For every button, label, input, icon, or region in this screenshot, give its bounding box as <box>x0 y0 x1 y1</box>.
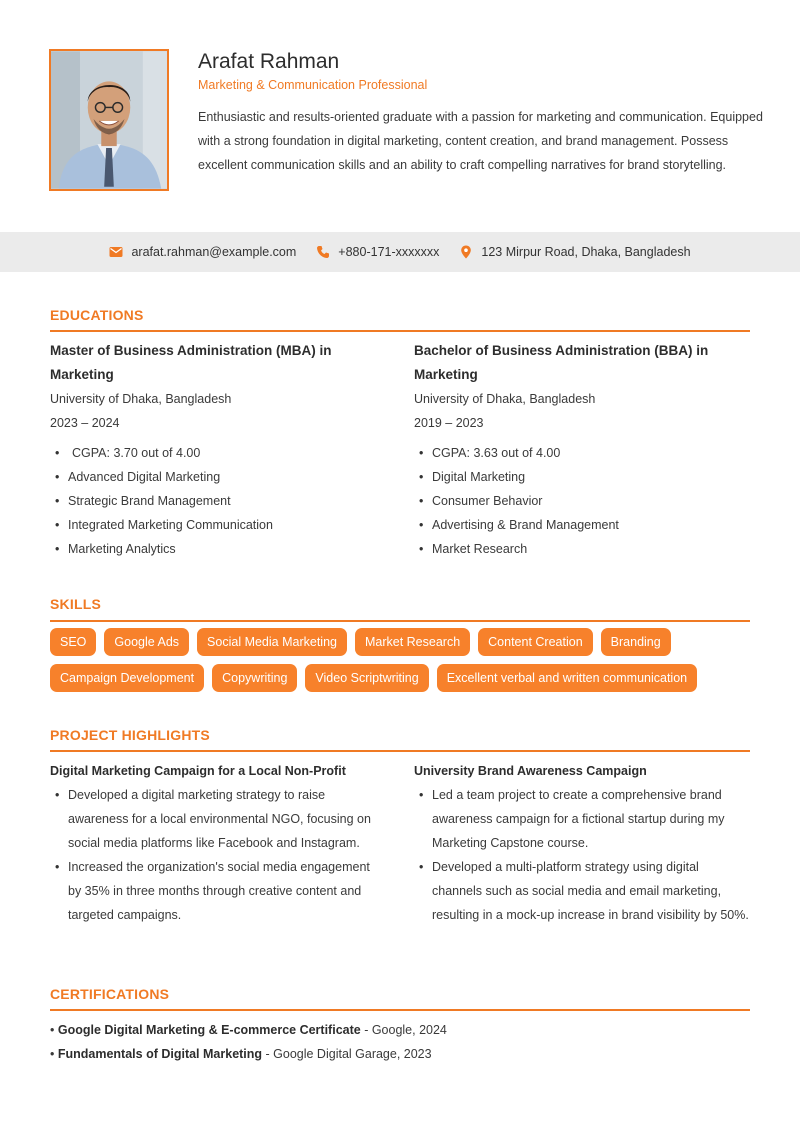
certifications-divider <box>50 1009 750 1011</box>
project-entry <box>50 759 386 927</box>
list-item: • Marketing Analytics <box>50 537 386 561</box>
skills-divider <box>50 620 750 622</box>
school-name: University of Dhaka, Bangladesh <box>50 392 232 406</box>
contact-address <box>459 245 690 259</box>
project-title: University Brand Awareness Campaign <box>414 764 647 778</box>
skill-tag: Video Scriptwriting <box>305 664 428 692</box>
skill-tag: Social Media Marketing <box>197 628 347 656</box>
resume-header <box>0 0 800 232</box>
skill-tag: Market Research <box>355 628 470 656</box>
certification-name: Google Digital Marketing & E-commerce Certificate <box>57 1023 361 1037</box>
candidate-name: Arafat Rahman <box>198 50 340 73</box>
list-item: • Advanced Digital Marketing <box>50 465 386 489</box>
educations-heading: EDUCATIONS <box>50 307 144 323</box>
education-years: 2023 – 2024 <box>50 416 120 430</box>
skill-tag: Branding <box>601 628 671 656</box>
certification-item: • Fundamentals of Digital Marketing - Google Digital Garage, 2023 <box>50 1047 432 1061</box>
school-name: University of Dhaka, Bangladesh <box>414 392 596 406</box>
list-item: • Digital Marketing <box>414 465 750 489</box>
certification-name: Fundamentals of Digital Marketing <box>57 1047 263 1061</box>
list-item: • Consumer Behavior <box>414 489 750 513</box>
degree-title: Bachelor of Business Administration (BBA) in Marketing <box>414 343 709 382</box>
mail-icon <box>109 245 123 259</box>
list-item: • Developed a multi-platform strategy using digital channels such as social media and email marketing, resulting in a mock-up increase in brand visibility by 50%. <box>414 855 750 927</box>
address-text: 123 Mirpur Road, Dhaka, Bangladesh <box>481 245 691 259</box>
education-entry-mba <box>50 339 386 561</box>
skill-tag: Campaign Development <box>50 664 204 692</box>
project-entry <box>414 759 750 927</box>
skills-list <box>50 628 750 692</box>
certifications-heading: CERTIFICATIONS <box>50 986 170 1002</box>
list-item: • Led a team project to create a comprehensive brand awareness campaign for a fictional startup during my Marketing Capstone course. <box>414 783 750 855</box>
project-points <box>414 783 750 927</box>
education-points <box>414 441 750 561</box>
phone-icon <box>316 245 330 259</box>
certification-item: • Google Digital Marketing & E-commerce Certificate - Google, 2024 <box>50 1023 447 1037</box>
education-entry-bba <box>414 339 750 561</box>
project-title: Digital Marketing Campaign for a Local Non-Profit <box>50 764 346 778</box>
phone-text: +880-171-xxxxxxx <box>338 245 440 259</box>
profile-summary: Enthusiastic and results-oriented graduate with a passion for marketing and communication. Equipped with a strong foundation in digital marketing, content creation, and brand management. Possess excellent communication skills and an ability to craft compelling narratives for brand storytelling. <box>198 110 763 172</box>
list-item: • Increased the organization's social media engagement by 35% in three months through creative content and targeted campaigns. <box>50 855 386 927</box>
contact-bar <box>0 232 800 272</box>
list-item: • Integrated Marketing Communication <box>50 513 386 537</box>
candidate-title: Marketing & Communication Professional <box>198 78 428 92</box>
list-item: • CGPA: 3.63 out of 4.00 <box>414 441 750 465</box>
skill-tag: Google Ads <box>104 628 189 656</box>
skill-tag: Copywriting <box>212 664 297 692</box>
email-text: arafat.rahman@example.com <box>131 245 297 259</box>
list-item: • Developed a digital marketing strategy to raise awareness for a local environmental NGO, focusing on social media platforms like Facebook and Instagram. <box>50 783 386 855</box>
degree-title: Master of Business Administration (MBA) in Marketing <box>50 343 332 382</box>
location-pin-icon <box>459 245 473 259</box>
skill-tag: Excellent verbal and written communication <box>437 664 697 692</box>
certification-detail: - Google, 2024 <box>360 1023 447 1037</box>
education-years: 2019 – 2023 <box>414 416 484 430</box>
projects-heading: PROJECT HIGHLIGHTS <box>50 727 210 743</box>
project-points <box>50 783 386 927</box>
list-item: • Strategic Brand Management <box>50 489 386 513</box>
list-item: • CGPA: 3.70 out of 4.00 <box>50 441 386 465</box>
profile-photo <box>49 49 169 191</box>
contact-phone[interactable] <box>316 245 439 259</box>
projects-divider <box>50 750 750 752</box>
skills-heading: SKILLS <box>50 596 101 612</box>
skill-tag: SEO <box>50 628 96 656</box>
certification-detail: - Google Digital Garage, 2023 <box>262 1047 432 1061</box>
list-item: • Market Research <box>414 537 750 561</box>
education-points <box>50 441 386 561</box>
contact-email[interactable] <box>109 245 296 259</box>
skill-tag: Content Creation <box>478 628 593 656</box>
educations-divider <box>50 330 750 332</box>
list-item: • Advertising & Brand Management <box>414 513 750 537</box>
